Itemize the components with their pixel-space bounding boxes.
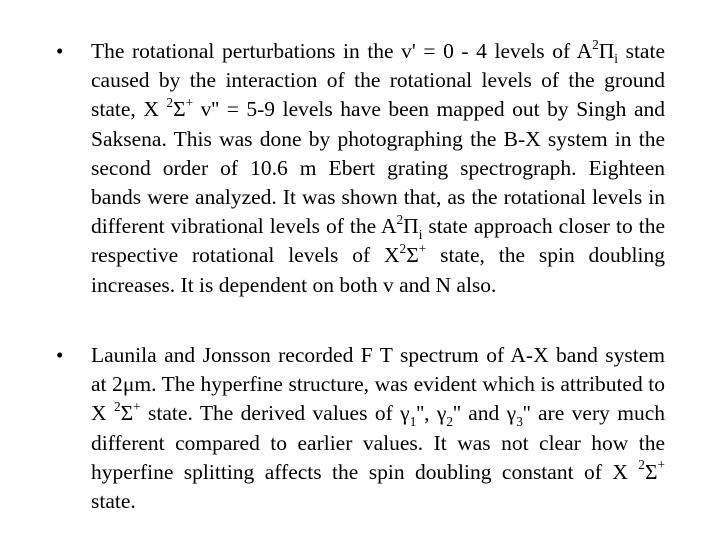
bullet-marker: •	[56, 39, 64, 63]
symbol-gamma: γ	[506, 401, 517, 426]
text-run: m. The hyperfine structure, was evident which is attributed to X	[91, 372, 665, 426]
superscript: +	[185, 94, 194, 110]
superscript: 2	[396, 211, 404, 227]
superscript: 2	[592, 36, 599, 52]
text-run: state approach closer to the respective rotational levels of X	[91, 214, 665, 268]
text-run: '' and	[453, 401, 507, 426]
text-run: state caused by the interaction of the rotational levels of the ground state, X	[91, 39, 665, 122]
text-run: state. The derived values of	[140, 401, 401, 426]
symbol-mu: μ	[122, 372, 135, 397]
superscript: 2	[399, 240, 407, 256]
text-run: Launila and Jonsson recorded F T spectrum of A-X band system at 2	[91, 343, 665, 397]
superscript: +	[418, 240, 427, 256]
subscript: 2	[446, 413, 454, 429]
symbol-gamma: γ	[436, 401, 447, 426]
symbol-sigma: Σ	[173, 97, 186, 122]
text-run: state.	[91, 489, 136, 514]
symbol-sigma: Σ	[406, 243, 419, 268]
text-run: v'' = 5-9 levels have been mapped out by Singh and Saksena. This was done by photographing the B-X system in the second order of 10.6 m Ebert grating spectrograph. Eighteen bands were analyzed. It was shown that, as the rotational levels in different vibrational levels of the A	[91, 97, 665, 239]
symbol-gamma: γ	[400, 401, 410, 426]
symbol-pi: Π	[598, 39, 615, 63]
text-run: The rotational perturbations in the v' = 0 - 4 levels of A	[91, 39, 593, 63]
superscript: 2	[166, 94, 174, 110]
symbol-sigma: Σ	[120, 401, 134, 426]
subscript: i	[614, 51, 618, 67]
subscript: 3	[516, 413, 523, 429]
superscript: +	[133, 398, 141, 414]
subscript: 1	[409, 413, 417, 429]
bullet-marker: •	[56, 343, 64, 367]
bullet-paragraph	[91, 341, 665, 516]
symbol-pi: Π	[403, 214, 419, 239]
bullet-paragraph	[91, 37, 665, 300]
superscript: +	[657, 457, 665, 473]
superscript: 2	[113, 398, 121, 414]
text-run: state, the spin doubling increases. It is dependent on both v and N also.	[91, 243, 666, 297]
superscript: 2	[638, 457, 645, 473]
symbol-sigma: Σ	[644, 459, 658, 484]
subscript: i	[418, 226, 423, 242]
text-run: '' are very much different compared to earlier values. It was not clear how the hyperfine splitting affects the spin doubling constant of X	[91, 401, 666, 484]
text-run: '',	[416, 401, 437, 426]
